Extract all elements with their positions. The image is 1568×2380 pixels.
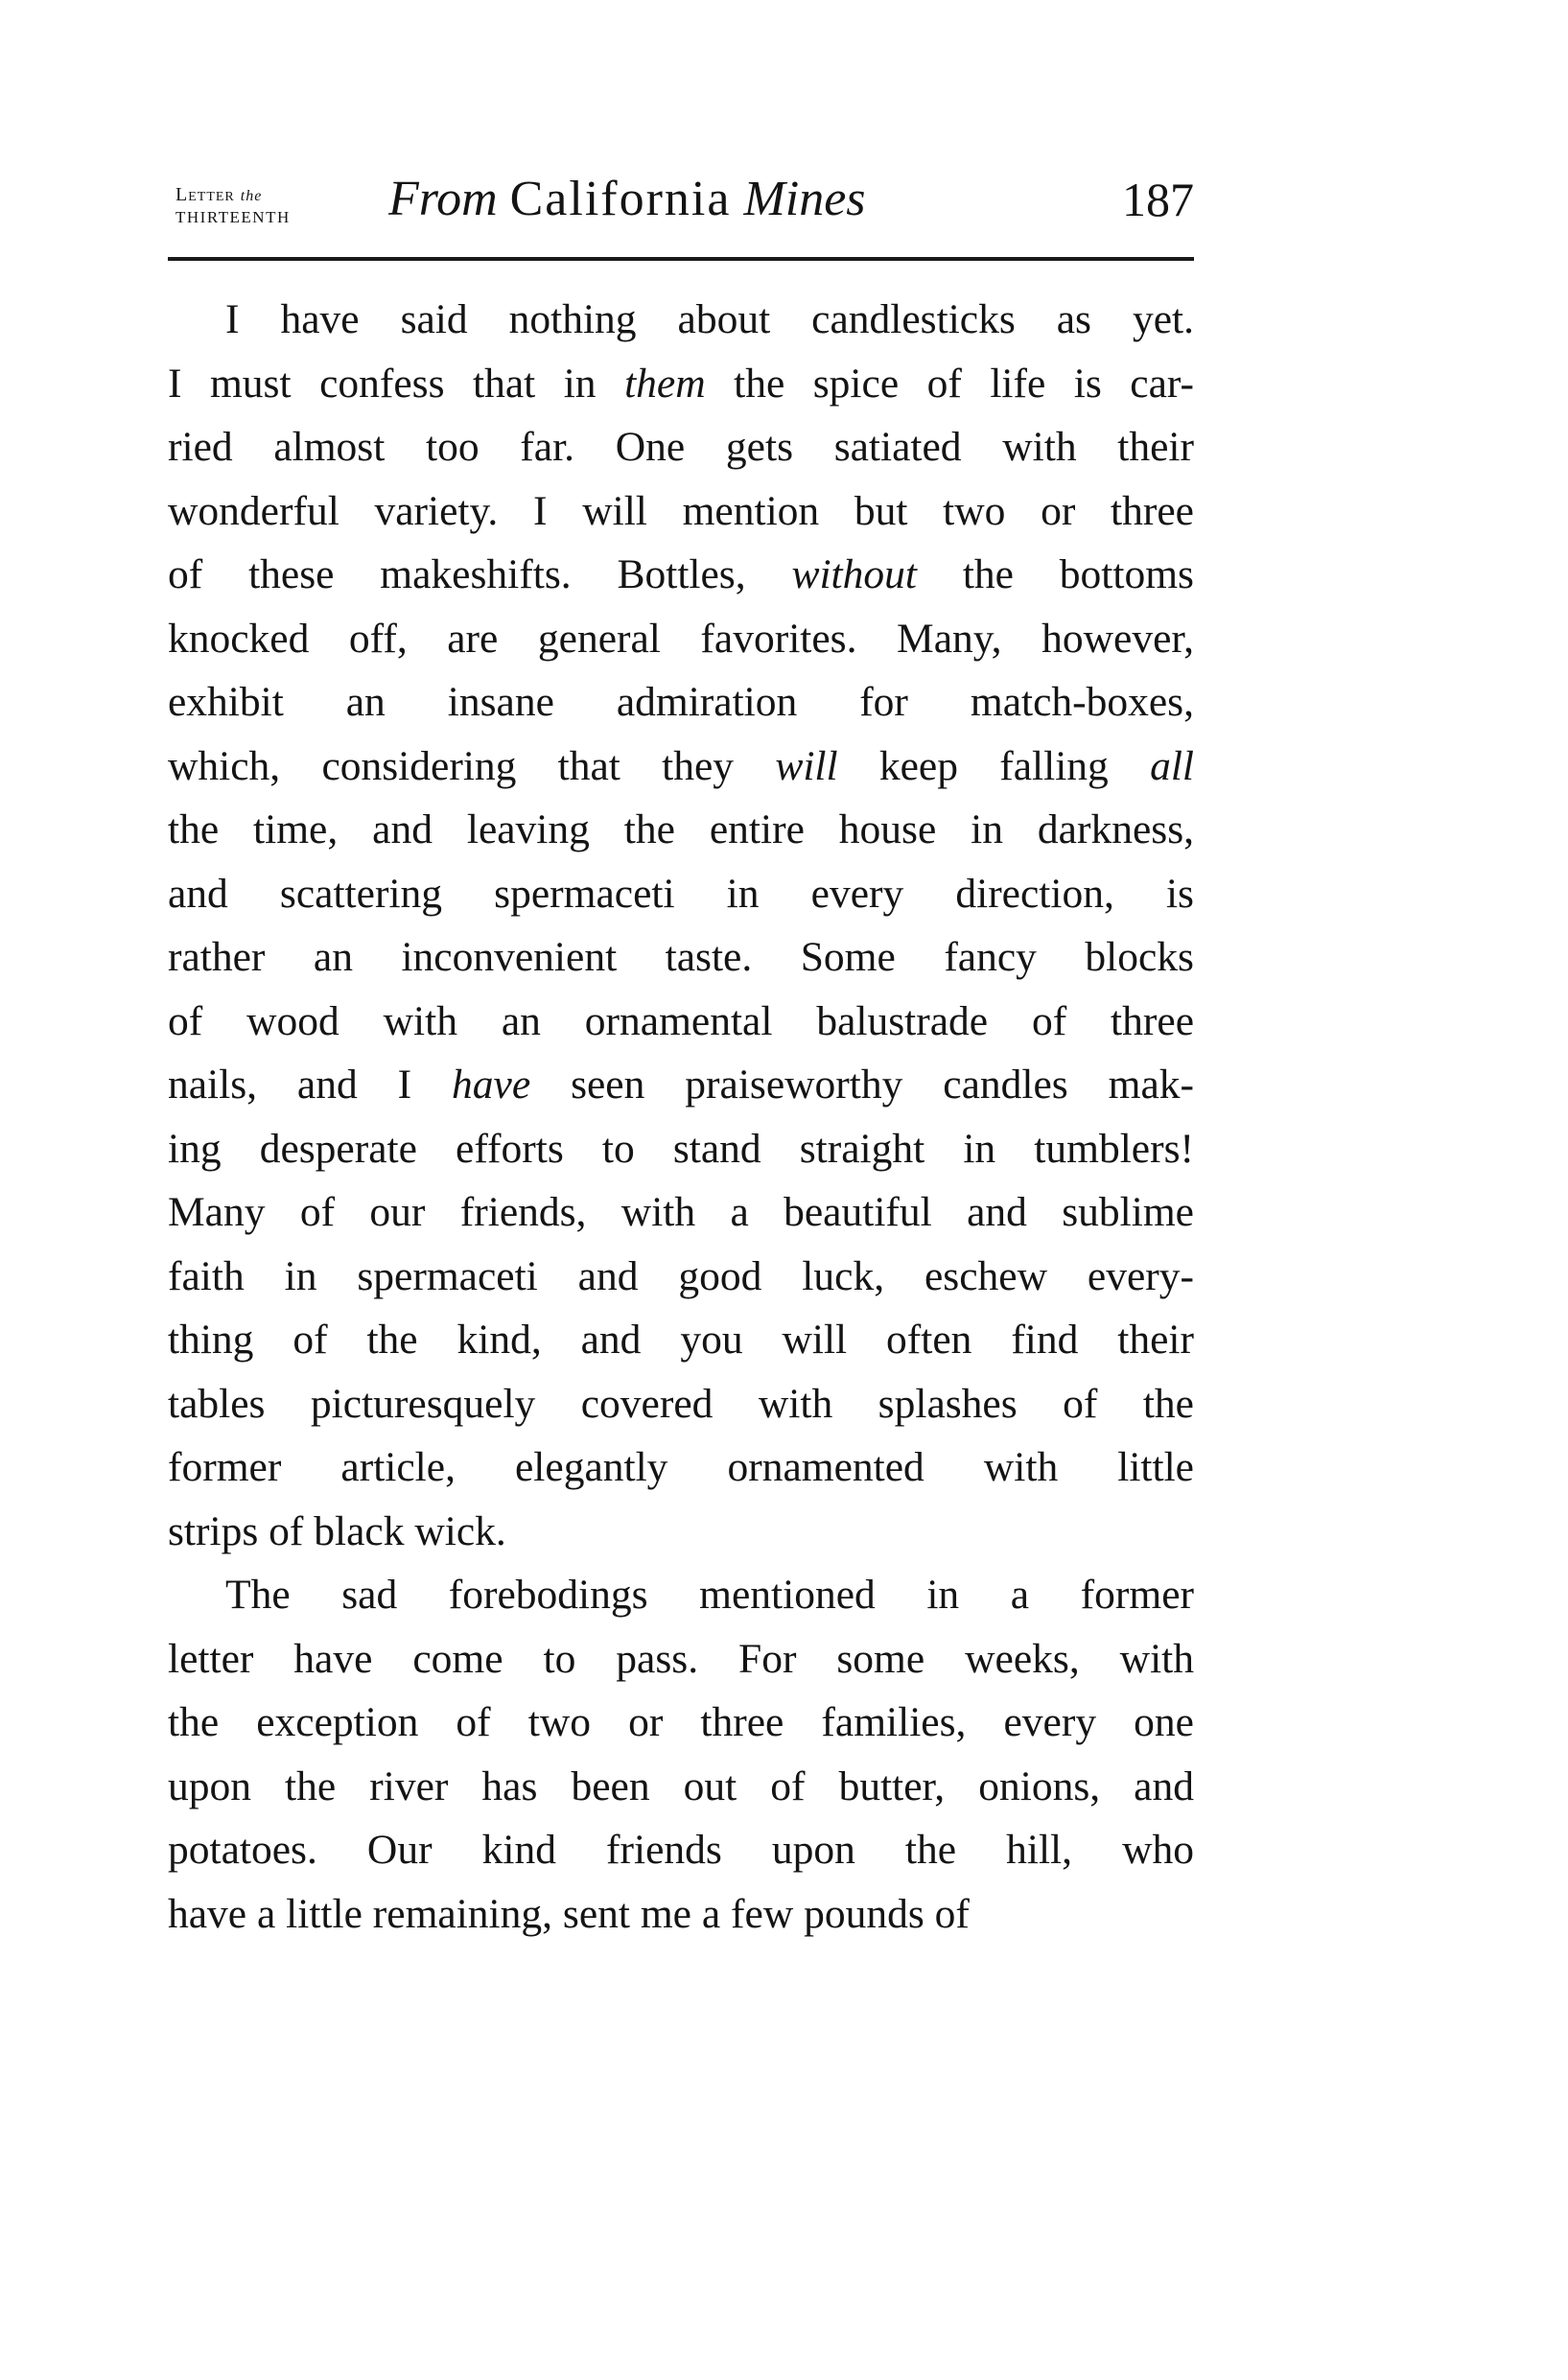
text-segment: The sad forebodings mentioned in a former (225, 1572, 1194, 1618)
text-segment: Many of our friends, with a beautiful and sublime (168, 1189, 1194, 1235)
text-segment: rather an inconvenient taste. Some fancy blocks (168, 934, 1194, 980)
text-segment: knocked off, are general favorites. Many, however, (168, 615, 1194, 662)
text-line (168, 862, 1194, 926)
section-label-line2: THIRTEENTH (176, 208, 291, 226)
text-line (168, 1691, 1194, 1755)
text-line (168, 1627, 1194, 1692)
text-line (168, 607, 1194, 671)
text-segment: seen praiseworthy candles mak- (530, 1062, 1194, 1108)
text-line (168, 670, 1194, 735)
text-segment: upon the river has been out of butter, onions, and (168, 1762, 1194, 1809)
text-segment: faith in spermaceti and good luck, eschew every- (168, 1252, 1194, 1299)
text-line (168, 1435, 1194, 1500)
text-line (168, 735, 1194, 799)
running-title-part2: California (509, 172, 732, 226)
running-head (168, 171, 1194, 247)
text-segment: nails, and I (168, 1062, 453, 1108)
running-title (388, 171, 866, 228)
text-segment: former article, elegantly ornamented with little (168, 1444, 1194, 1490)
text-line (168, 1372, 1194, 1436)
emphasis-segment: will (775, 742, 838, 789)
paragraph (168, 1563, 1194, 1946)
emphasis-segment: all (1150, 742, 1194, 789)
text-line (168, 1500, 1194, 1564)
text-line (168, 479, 1194, 544)
emphasis-segment: have (452, 1062, 531, 1108)
section-label (176, 184, 291, 228)
text-line (168, 798, 1194, 862)
text-line (168, 925, 1194, 990)
text-segment: exhibit an insane admiration for match-boxes, (168, 679, 1194, 725)
text-segment: of these makeshifts. Bottles, (168, 551, 792, 597)
section-label-word: Letter (176, 184, 235, 205)
text-segment: I have said nothing about candlesticks as yet. (225, 296, 1194, 342)
section-label-small: the (240, 188, 263, 204)
header-rule (168, 257, 1194, 261)
text-line (168, 1245, 1194, 1309)
text-segment: the time, and leaving the entire house in darkness, (168, 806, 1194, 852)
text-segment: ing desperate efforts to stand straight in tumblers! (168, 1125, 1194, 1172)
text-segment: strips of black wick. (168, 1507, 506, 1554)
text-segment: tables picturesquely covered with splashes of the (168, 1380, 1194, 1427)
text-line (168, 1882, 1194, 1947)
text-line (168, 1180, 1194, 1245)
emphasis-segment: them (624, 360, 706, 407)
text-line (168, 1818, 1194, 1882)
text-segment: have a little remaining, sent me a few pounds of (168, 1890, 970, 1937)
text-segment: letter have come to pass. For some weeks, with (168, 1635, 1194, 1682)
text-segment: the bottoms (916, 551, 1194, 597)
text-segment: which, considering that they (168, 742, 776, 789)
emphasis-segment: without (791, 551, 917, 597)
text-line (168, 1117, 1194, 1181)
text-line (168, 288, 1194, 352)
text-segment: thing of the kind, and you will often find their (168, 1317, 1194, 1363)
text-segment: of wood with an ornamental balustrade of three (168, 997, 1194, 1044)
text-line (168, 352, 1194, 416)
body-text (168, 288, 1194, 1946)
text-segment: the spice of life is car- (705, 360, 1195, 407)
text-segment: and scattering spermaceti in every direction, is (168, 870, 1194, 917)
text-segment: keep falling (837, 742, 1151, 789)
text-line (168, 1563, 1194, 1627)
text-line (168, 1308, 1194, 1372)
text-line (168, 990, 1194, 1054)
text-segment: potatoes. Our kind friends upon the hill, who (168, 1827, 1194, 1873)
text-line (168, 1755, 1194, 1819)
text-segment: ried almost too far. One gets satiated with their (168, 424, 1194, 470)
running-title-part1: From (388, 172, 498, 226)
text-segment: I must confess that in (168, 360, 625, 407)
text-segment: wonderful variety. I will mention but two or three (168, 487, 1194, 534)
text-line (168, 415, 1194, 479)
text-line (168, 543, 1194, 607)
paragraph (168, 288, 1194, 1563)
running-title-part3: Mines (743, 172, 866, 226)
text-line (168, 1053, 1194, 1117)
text-segment: the exception of two or three families, every one (168, 1699, 1194, 1745)
page-number: 187 (1122, 173, 1194, 226)
